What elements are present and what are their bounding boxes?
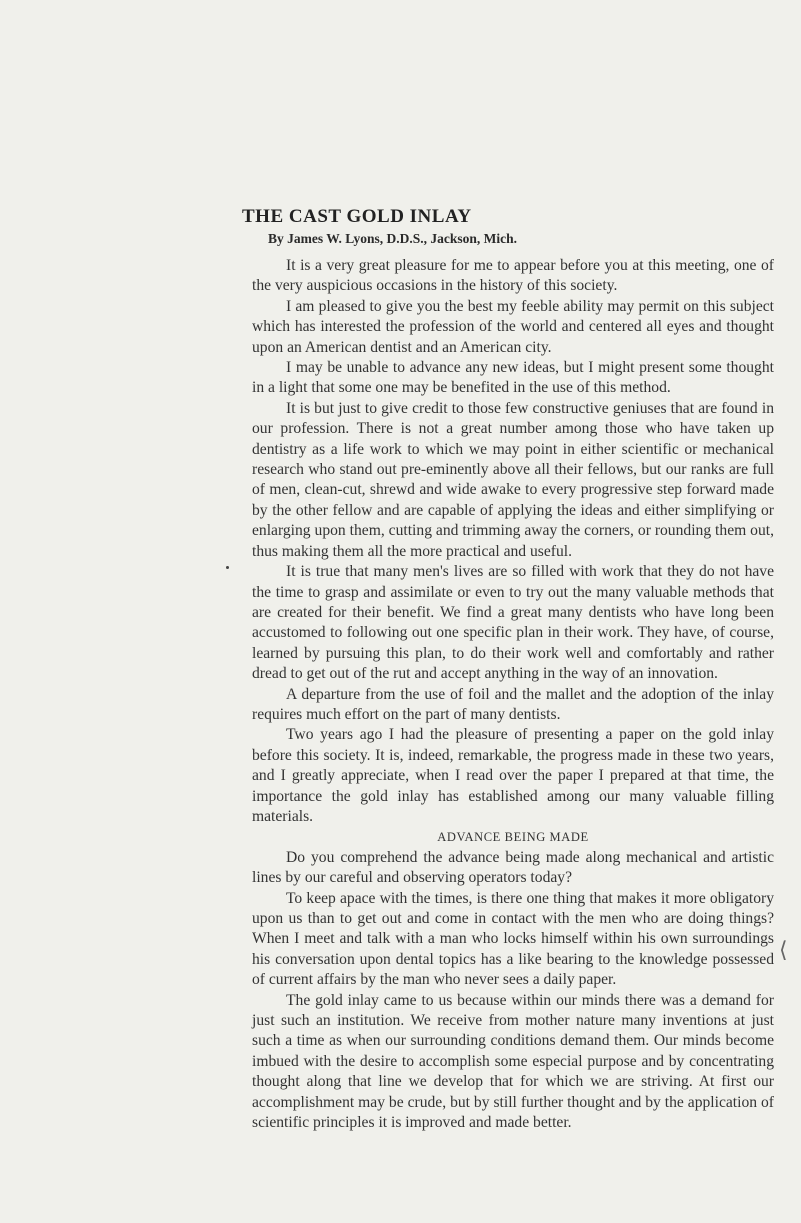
paragraph: To keep apace with the times, is there one thing that makes it more obligatory upon us than to get out and come in contact with the men who are doing things? When I meet and talk with a man who locks himself within his own surroundings his conversation upon dental topics has a like bearing to the knowledge possessed of current affairs by the man who never sees a daily paper. bbox=[252, 889, 774, 989]
paragraph: I may be unable to advance any new ideas, but I might present some thought in a light that some one may be benefited in the use of this method. bbox=[252, 359, 774, 397]
paragraph: The gold inlay came to us because within our minds there was a demand for just such an institution. We receive from mother nature many inventions at just such a time as when our surrounding conditions demand them. Our minds become imbued with the desire to accomplish some especial purpose and by concentrating thought along that line we develop that for which we are striving. At first our accomplishment may be crude, but by still further thought and by the application of scientific principles it is improved and made better. bbox=[252, 991, 774, 1132]
paragraph: It is a very great pleasure for me to appear before you at this meeting, one of the very auspicious occasions in the history of this society. bbox=[252, 257, 774, 295]
margin-dot-mark bbox=[226, 566, 229, 569]
paragraph: A departure from the use of foil and the mallet and the adoption of the inlay requires much effort on the part of many dentists. bbox=[252, 685, 774, 723]
article-title: THE CAST GOLD INLAY bbox=[242, 206, 472, 227]
paragraph: Do you comprehend the advance being made along mechanical and artistic lines by our careful and observing operators today? bbox=[252, 848, 774, 887]
section-subheading: ADVANCE BEING MADE bbox=[437, 830, 589, 845]
margin-bracket-mark: ⟨ bbox=[779, 938, 788, 963]
paragraph: I am pleased to give you the best my feeble ability may permit on this subject which has interested the profession of the world and centered all eyes and thought upon an American dentist and an American city. bbox=[252, 297, 774, 356]
paragraph: It is but just to give credit to those few constructive geniuses that are found in our profession. There is not a great number among those who have taken up dentistry as a life work to which we may point in either scientific or mechanical research who stand out pre-eminently above all their fellows, but our ranks are full of men, clean-cut, shrewd and wide awake to every progressive step forward made by the other fellow and are capable of applying the ideas and either simplifying or enlarging upon them, cutting and trimming away the corners, or rounding them out, thus making them all the more practical and useful. bbox=[252, 399, 774, 560]
article-byline: By James W. Lyons, D.D.S., Jackson, Mich. bbox=[268, 231, 518, 246]
paragraph: It is true that many men's lives are so filled with work that they do not have the time to grasp and assimilate or even to try out the many valuable methods that are created for their benefit. We find a great many dentists who have long been accustomed to following out one specific plan in their work. They have, of course, learned by pursuing this plan, to do their work well and comfortably and rather dread to get out of the rut and accept anything in the way of an innovation. bbox=[252, 563, 774, 683]
article-body bbox=[252, 256, 774, 1133]
paragraph: Two years ago I had the pleasure of presenting a paper on the gold inlay before this society. It is, indeed, remarkable, the progress made in these two years, and I greatly appreciate, when I read over the paper I prepared at that time, the importance the gold inlay has established among our many valuable filling materials. bbox=[252, 726, 774, 825]
